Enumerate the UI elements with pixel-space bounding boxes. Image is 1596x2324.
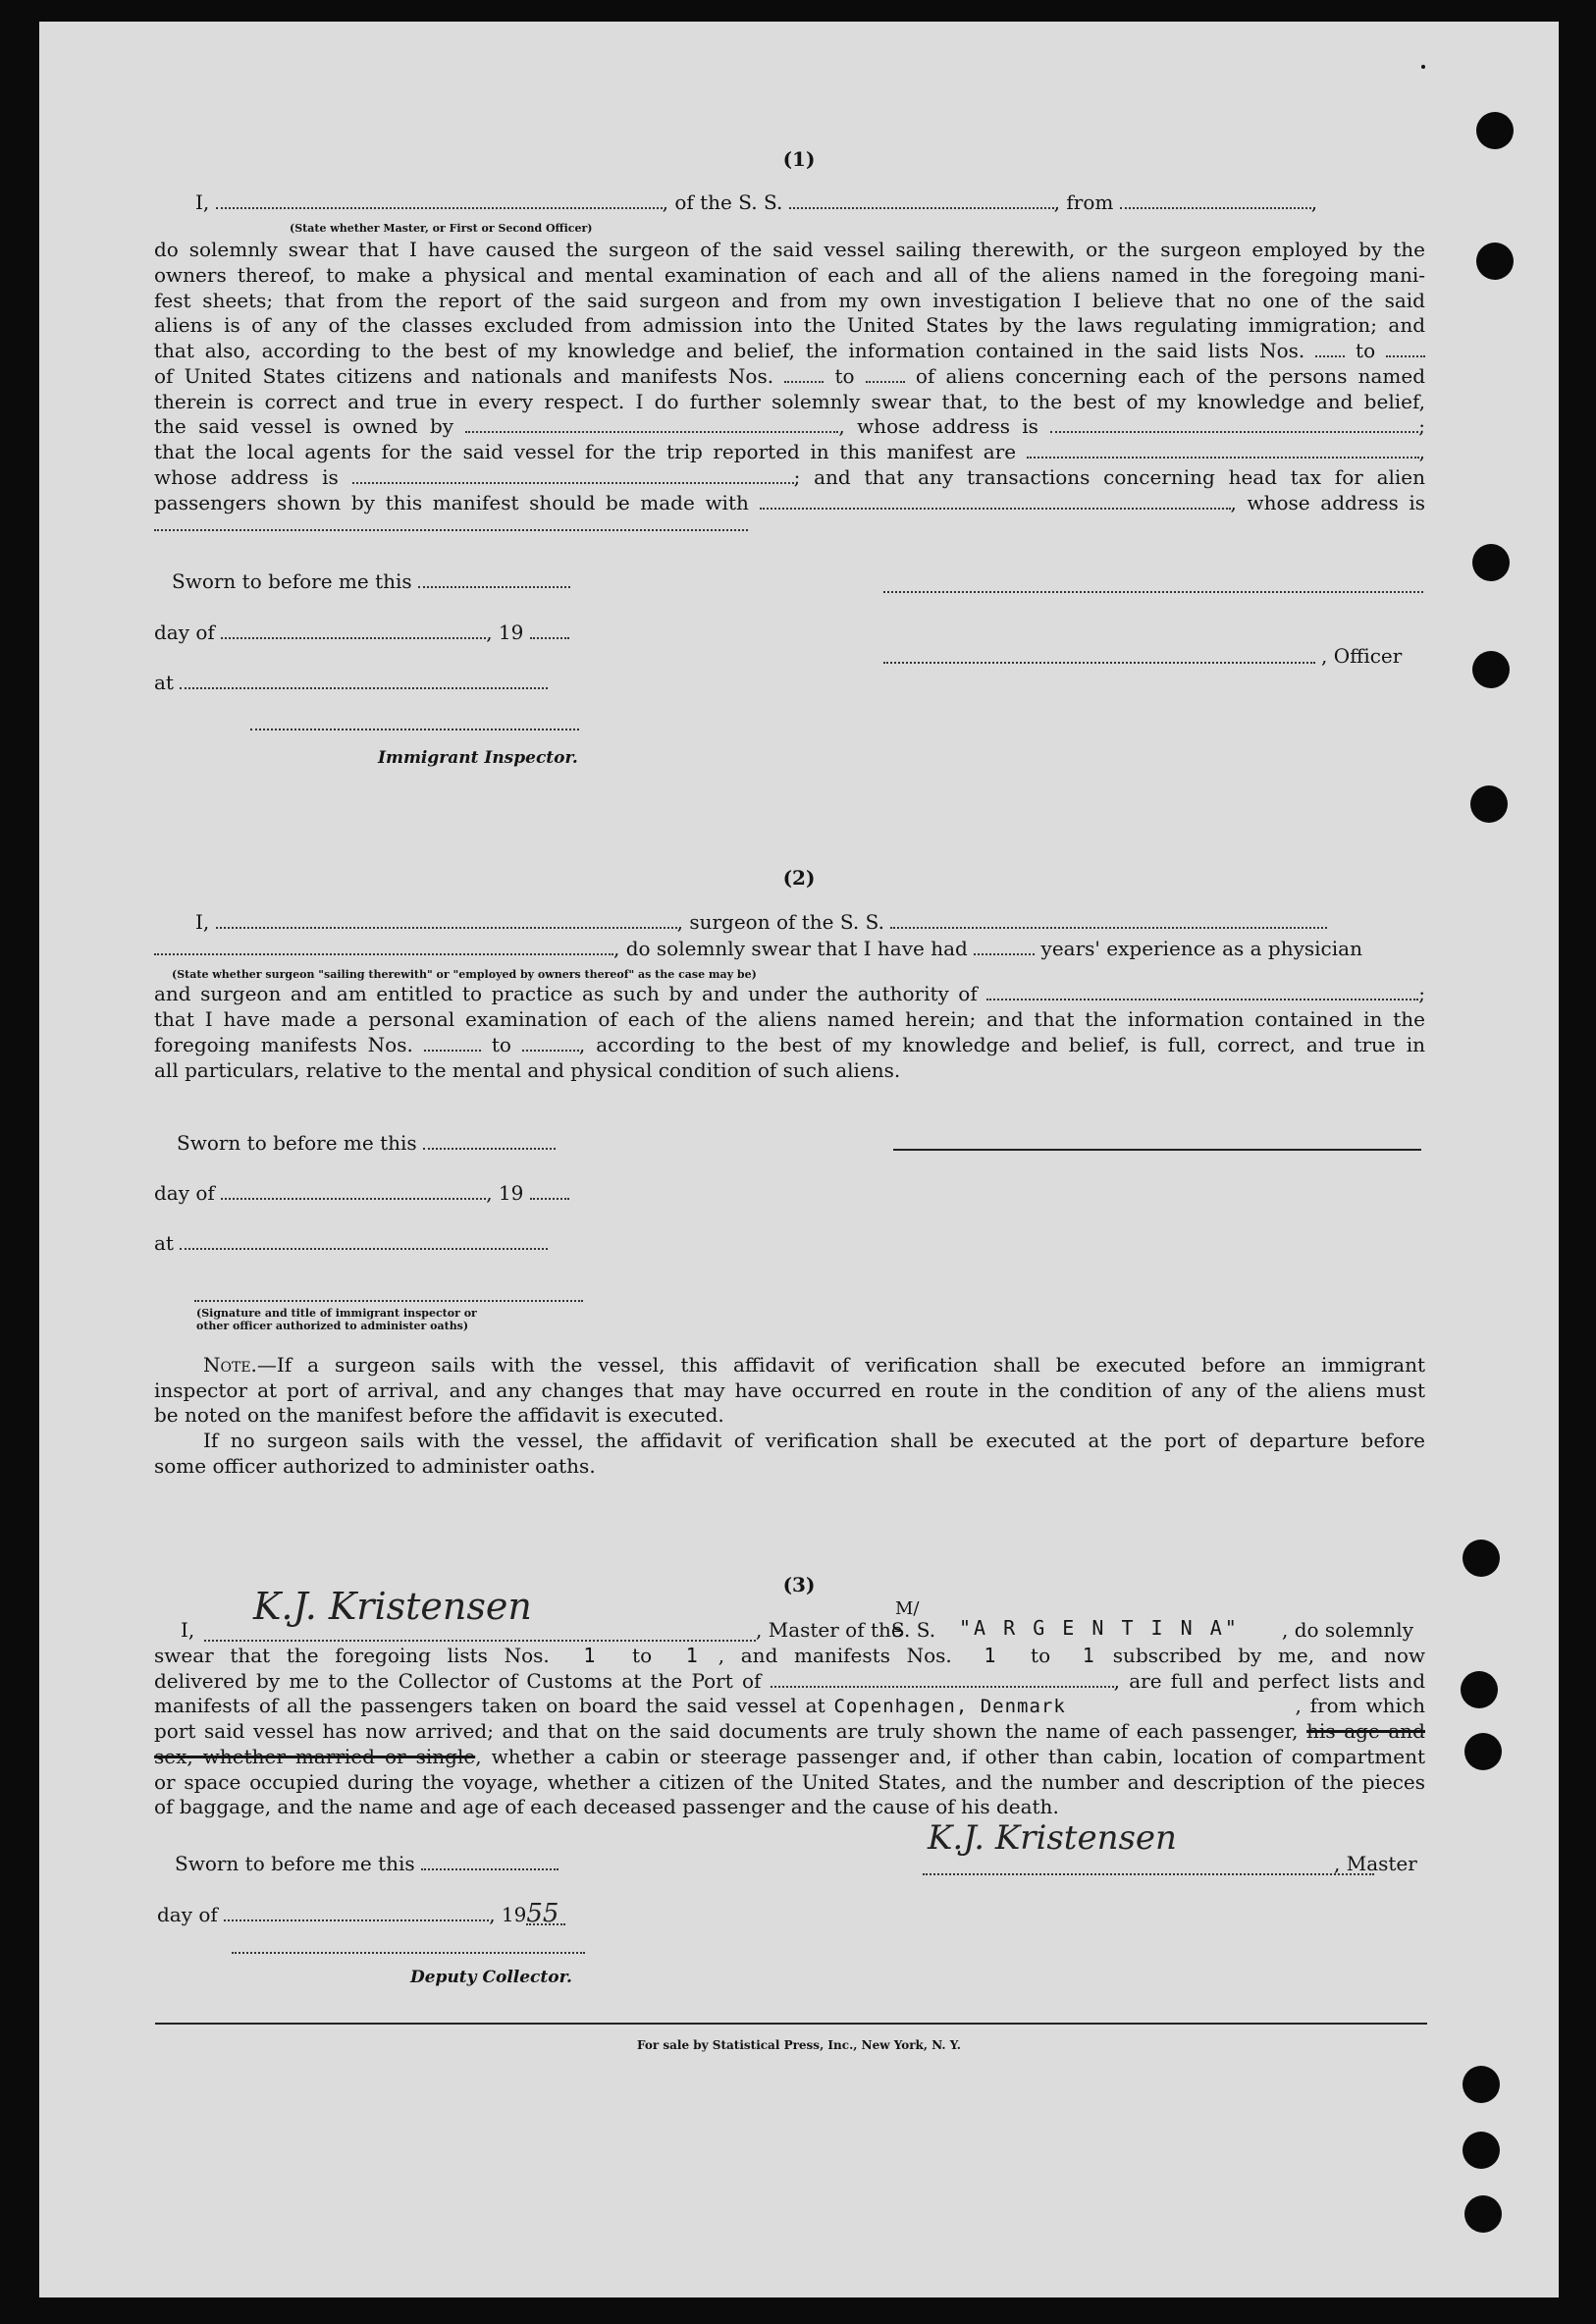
footer-rule (155, 2023, 1427, 2025)
s2-status-note: (State whether surgeon "sailing therewith" or "employed by owners thereof" as the case may be) (172, 968, 757, 981)
s3-line-3: delivered by me to the Collector of Customs at the Port of , are full and perfect lists and (154, 1669, 1426, 1693)
s1-owner-address-blank[interactable] (1050, 417, 1418, 433)
s1-ship-blank[interactable] (789, 193, 1054, 209)
s2-para-1: and surgeon and am entitled to practice as such by and under the authority of ; (154, 982, 1425, 1005)
s2-surgeon-blank[interactable] (216, 913, 677, 929)
s1-para-3: fest sheets; that from the report of the said surgeon and from my own investigation I believe that no one of the said (154, 289, 1425, 312)
s3-i: I, (181, 1618, 195, 1642)
s1-line-1: I, , of the S. S. , from , (195, 190, 1318, 214)
s1-para-6: of United States citizens and nationals and manifests Nos. to of aliens concerning each of the persons named (154, 364, 1426, 388)
s1-from-blank[interactable] (1120, 193, 1311, 209)
s1-officer-line (883, 662, 1315, 664)
punch-hole (1464, 2195, 1502, 2233)
s1-at: at (154, 671, 548, 696)
s3-manifest-to: 1 (1082, 1644, 1097, 1667)
speck (1421, 65, 1425, 69)
s2-inspector-sig-line (194, 1300, 583, 1302)
s1-headtax-blank[interactable] (760, 494, 1231, 510)
s2-at: at (154, 1231, 548, 1257)
s2-years-blank[interactable] (974, 940, 1035, 955)
s2-day-blank[interactable] (221, 1184, 486, 1200)
s3-line-6: sex, whether married or single, whether a cabin or steerage passenger and, if other than cabin, location of compartment (154, 1745, 1425, 1768)
s2-ship-blank[interactable] (890, 913, 1327, 929)
s1-owner-blank[interactable] (465, 417, 838, 433)
s1-para-7: therein is correct and true in every respect. I do further solemnly swear that, to the best of my knowledge and belief, (154, 390, 1425, 413)
s3-sworn: Sworn to before me this (175, 1852, 559, 1877)
s2-year-blank[interactable] (530, 1184, 569, 1200)
s3-line-2: swear that the foregoing lists Nos. 1 to 1 , and manifests Nos. 1 to 1 subscribed by me, and now (154, 1644, 1426, 1667)
s3-master-label: , Master (1334, 1852, 1417, 1875)
s2-line-2: , do solemnly swear that I have had years' experience as a physician (154, 937, 1362, 962)
s1-sworn-blank[interactable] (418, 572, 570, 588)
s1-officer-label: , Officer (1321, 644, 1403, 668)
s3-struck-sex: sex, whether married or single (154, 1745, 476, 1768)
s1-at-blank[interactable] (180, 674, 548, 689)
s1-para-8: the said vessel is owned by , whose address is ; (154, 414, 1426, 438)
s1-sworn: Sworn to before me this (172, 569, 570, 595)
s2-status-blank[interactable] (154, 940, 613, 955)
s2-para-2: that I have made a personal examination of each of the aliens named herein; and that the information contained in the (154, 1007, 1425, 1031)
s1-para-5: that also, according to the best of my knowledge and belief, the information contained in the said lists Nos. to (154, 339, 1425, 364)
s3-departure-port: Copenhagen, Denmark (833, 1696, 1066, 1717)
punch-hole (1470, 785, 1508, 823)
s1-lists-from[interactable] (1315, 342, 1345, 357)
note-line-3: be noted on the manifest before the affidavit is executed. (154, 1403, 724, 1427)
s3-line-8: of baggage, and the name and age of each deceased passenger and the cause of his death. (154, 1795, 1059, 1818)
punch-hole (1463, 2132, 1500, 2169)
s3-ship-name: "A R G E N T I N A" (959, 1616, 1240, 1640)
s1-para-10: whose address is ; and that any transactions concerning head tax for alien (154, 465, 1426, 489)
s3-line-7: or space occupied during the voyage, whether a citizen of the United States, and the number and description of the pieces (154, 1770, 1425, 1794)
punch-hole (1463, 2066, 1500, 2103)
s3-collector-label: Deputy Collector. (410, 1968, 572, 1987)
s1-para-4: aliens is of any of the classes excluded from admission into the United States by the laws regulating immigration; and (154, 313, 1425, 337)
s3-solemnly: , do solemnly (1282, 1618, 1413, 1642)
s1-officer-blank[interactable] (216, 193, 663, 209)
s3-port-blank[interactable] (771, 1672, 1114, 1688)
s2-manifests-from[interactable] (424, 1036, 481, 1052)
s2-line-1: I, , surgeon of the S. S. (195, 910, 1327, 936)
s3-line-5: port said vessel has now arrived; and that on the said documents are truly shown the name of each passenger, his age and (154, 1719, 1425, 1743)
s2-signature-line (893, 1149, 1421, 1151)
s1-para-11: passengers shown by this manifest should be made with , whose address is (154, 491, 1426, 514)
s1-agents-address-blank[interactable] (352, 468, 794, 484)
s1-inspector-sig-blank[interactable] (250, 715, 579, 730)
punch-hole (1472, 544, 1510, 581)
note-line-1: Note.—If a surgeon sails with the vessel, this affidavit of verification shall be executed before an immigrant (203, 1353, 1425, 1377)
s2-sworn: Sworn to before me this (177, 1131, 556, 1157)
s1-dayof: day of , 19 (154, 621, 569, 646)
punch-hole (1463, 1540, 1500, 1577)
s2-manifests-to[interactable] (522, 1036, 579, 1052)
s1-lists-to[interactable] (1386, 342, 1425, 357)
s1-officer-note: (State whether Master, or First or Second Officer) (290, 222, 593, 235)
s3-sworn-blank[interactable] (421, 1855, 559, 1870)
note-line-2: inspector at port of arrival, and any changes that may have occurred en route in the condition of any of the aliens must (154, 1378, 1425, 1402)
footer-imprint: For sale by Statistical Press, Inc., New York, N. Y. (637, 2038, 961, 2052)
punch-hole (1461, 1671, 1498, 1708)
s2-para-4: all particulars, relative to the mental and physical condition of such aliens. (154, 1058, 901, 1082)
s3-master-of: , Master of the (756, 1618, 903, 1642)
s3-signature: K.J. Kristensen (253, 1585, 532, 1628)
manifest-page (39, 22, 1559, 2297)
s1-para-9: that the local agents for the said vessel for the trip reported in this manifest are , (154, 440, 1425, 463)
s1-address-blank[interactable] (154, 515, 748, 531)
s3-dayof: day of , 1955 (157, 1903, 565, 1928)
punch-hole (1476, 112, 1514, 149)
note-line-5: some officer authorized to administer oaths. (154, 1454, 596, 1478)
s3-master-line (923, 1873, 1374, 1875)
s1-signature-line (883, 591, 1423, 593)
s3-master-signature: K.J. Kristensen (928, 1818, 1177, 1858)
s2-at-blank[interactable] (180, 1234, 548, 1250)
s2-para-3: foregoing manifests Nos. to , according to the best of my knowledge and belief, is full, correct, and true in (154, 1033, 1426, 1056)
s3-ss: S. S. (891, 1618, 936, 1642)
s3-collector-line (232, 1952, 585, 1954)
s3-name-line (204, 1640, 756, 1642)
s3-list-to: 1 (685, 1644, 701, 1667)
s1-para-2: owners thereof, to make a physical and mental examination of each and all of the aliens named in the foregoing mani- (154, 263, 1425, 287)
punch-hole (1476, 243, 1514, 280)
section-3-number: (3) (782, 1573, 816, 1596)
s3-day-blank[interactable] (224, 1906, 489, 1921)
s1-para-1: do solemnly swear that I have caused the surgeon of the said vessel sailing therewith, or the surgeon employed by the (154, 238, 1425, 261)
s1-agents-blank[interactable] (1027, 443, 1419, 459)
s1-manifests-from[interactable] (784, 367, 824, 383)
s2-sig-note: (Signature and title of immigrant inspector or other officer authorized to administer oaths) (196, 1307, 477, 1332)
s1-inspector-label: Immigrant Inspector. (378, 748, 578, 768)
s1-year-blank[interactable] (530, 623, 569, 639)
s3-manifest-from: 1 (984, 1644, 999, 1667)
s3-year: 55 (526, 1904, 565, 1925)
s3-struck-age: his age and (1306, 1719, 1425, 1743)
punch-hole (1472, 651, 1510, 688)
note-line-4: If no surgeon sails with the vessel, the affidavit of verification shall be executed at the port of departure before (203, 1429, 1425, 1452)
s2-dayof: day of , 19 (154, 1181, 569, 1207)
section-2-number: (2) (782, 866, 816, 890)
s2-sworn-blank[interactable] (423, 1134, 556, 1150)
s3-line-4: manifests of all the passengers taken on board the said vessel at Copenhagen, Denmark , from which (154, 1694, 1425, 1720)
section-1-number: (1) (782, 147, 816, 171)
s3-ms-mark: M/ (895, 1598, 920, 1619)
s1-manifests-to[interactable] (866, 367, 905, 383)
s3-list-from: 1 (583, 1644, 599, 1667)
s1-day-blank[interactable] (221, 623, 486, 639)
s2-authority-blank[interactable] (986, 985, 1418, 1000)
punch-hole (1464, 1733, 1502, 1770)
